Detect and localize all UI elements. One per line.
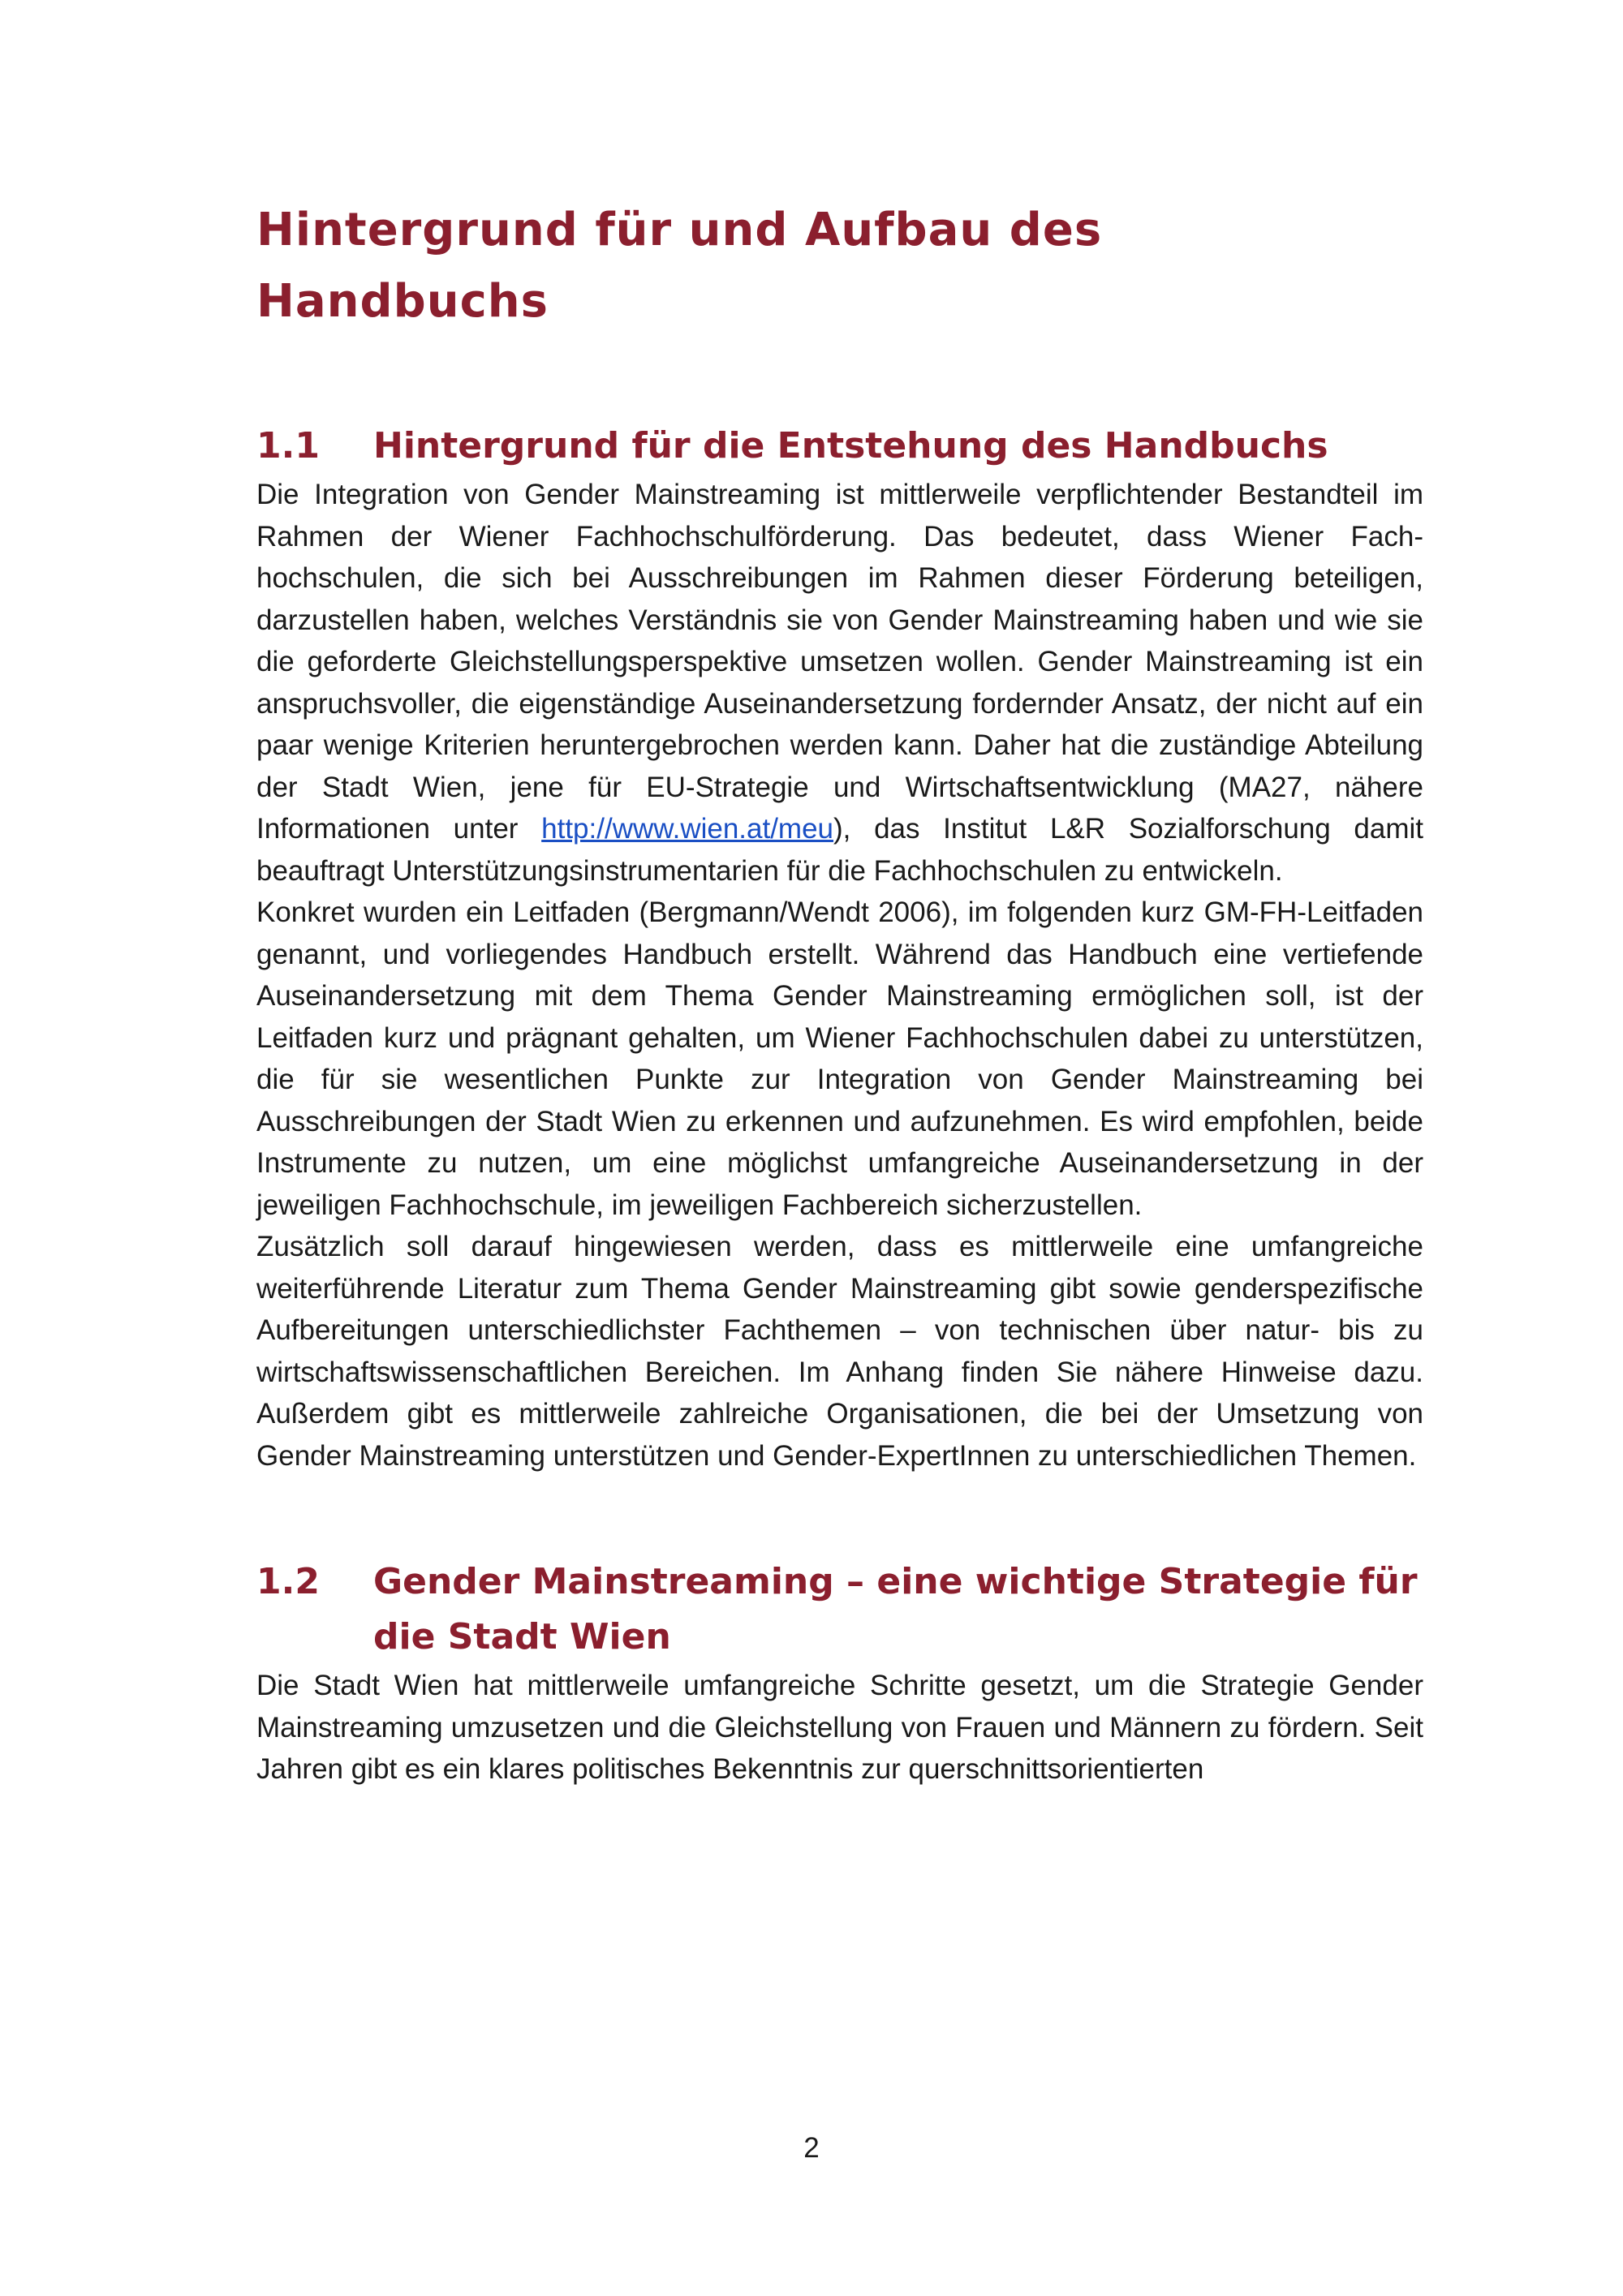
page-number: 2: [803, 2132, 820, 2164]
paragraph-1-text-end: ), das Institut L&R Sozialforschung damit beauftragt Unterstützungsinstrumentarien für die Fachhochschulen zu entwickeln.: [256, 813, 1423, 887]
chapter-title: [256, 195, 1423, 338]
chapter-title-line-1: Hintergrund für und Aufbau des: [256, 204, 1103, 256]
page-content: [256, 195, 1423, 1791]
section-number: 1.2: [256, 1561, 320, 1602]
section-title: Gender Mainstreaming – eine wichtige Strategie für die Stadt Wien: [373, 1561, 1418, 1658]
paragraph-3: Zusätzlich soll darauf hingewiesen werden, dass es mittlerweile eine umfangreiche weiterführende Literatur zum Thema Gender Mainstreaming gibt sowie genderspezifische Aufbereitungen unterschiedlichster Fachthemen – von technischen über natur- bis zu wirtschaftswissenschaftlichen Bereichen. Im Anhang finden Sie nähere Hinweise dazu. Außerdem gibt es mittlerweile zahlreiche Organisationen, die bei der Umsetzung von Gender Mainstreaming unterstützen und Gender-ExpertInnen zu unterschiedlichen Themen.: [256, 1231, 1423, 1472]
paragraph-1: [256, 474, 1423, 892]
meu-link[interactable]: http://www.wien.at/meu: [541, 813, 834, 845]
section-heading-1-1: [256, 419, 1423, 474]
paragraph-4: Die Stadt Wien hat mittlerweile umfangreiche Schritte gesetzt, um die Strategie Gender Mainstreaming umzusetzen und die Gleichstellung von Frauen und Männern zu fördern. Seit Jahren gibt es ein klares politisches Bekenntnis zur querschnittsorientierten: [256, 1670, 1423, 1785]
section-heading-1-2: [256, 1554, 1423, 1665]
paragraph-1-text-start: Die Integration von Gender Mainstreaming ist mittlerweile verpflichtender Bestandteil im Rahmen der Wiener Fachhochschulförderung. Das bedeutet, dass Wiener Fachhochschulen, die sich bei Ausschreibungen im Rahmen dieser Förderung beteiligen, darzustellen haben, welches Verständnis sie von Gender Mainstreaming haben und wie sie die geforderte Gleichstellungsperspektive umsetzen wollen. Gender Mainstreaming ist ein anspruchsvoller, die eigenständige Auseinandersetzung fordernder Ansatz, der nicht auf ein paar wenige Kriterien heruntergebrochen werden kann. Daher hat die zuständige Abteilung der Stadt Wien, jene für EU-Strategie und Wirtschaftsentwicklung (MA27, nähere Informationen unter: [256, 479, 1423, 845]
paragraph-2: Konkret wurden ein Leitfaden (Bergmann/Wendt 2006), im folgenden kurz GM-FH-Leitfaden genannt, und vorliegendes Handbuch erstellt. Während das Handbuch eine vertiefende Auseinandersetzung mit dem Thema Gender Mainstreaming ermöglichen soll, ist der Leitfaden kurz und prägnant gehalten, um Wiener Fachhochschulen dabei zu unterstützen, die für sie wesentlichen Punkte zur Integration von Gender Mainstreaming bei Ausschreibungen der Stadt Wien zu erkennen und aufzunehmen. Es wird empfohlen, beide Instrumente zu nutzen, um eine möglichst umfangreiche Auseinandersetzung in der jeweiligen Fachhochschule, im jeweiligen Fachbereich sicherzustellen.: [256, 896, 1423, 1221]
section-number: 1.1: [256, 425, 320, 467]
section-title: Hintergrund für die Entstehung des Handbuchs: [373, 425, 1328, 467]
chapter-title-line-2: Handbuchs: [256, 275, 549, 328]
